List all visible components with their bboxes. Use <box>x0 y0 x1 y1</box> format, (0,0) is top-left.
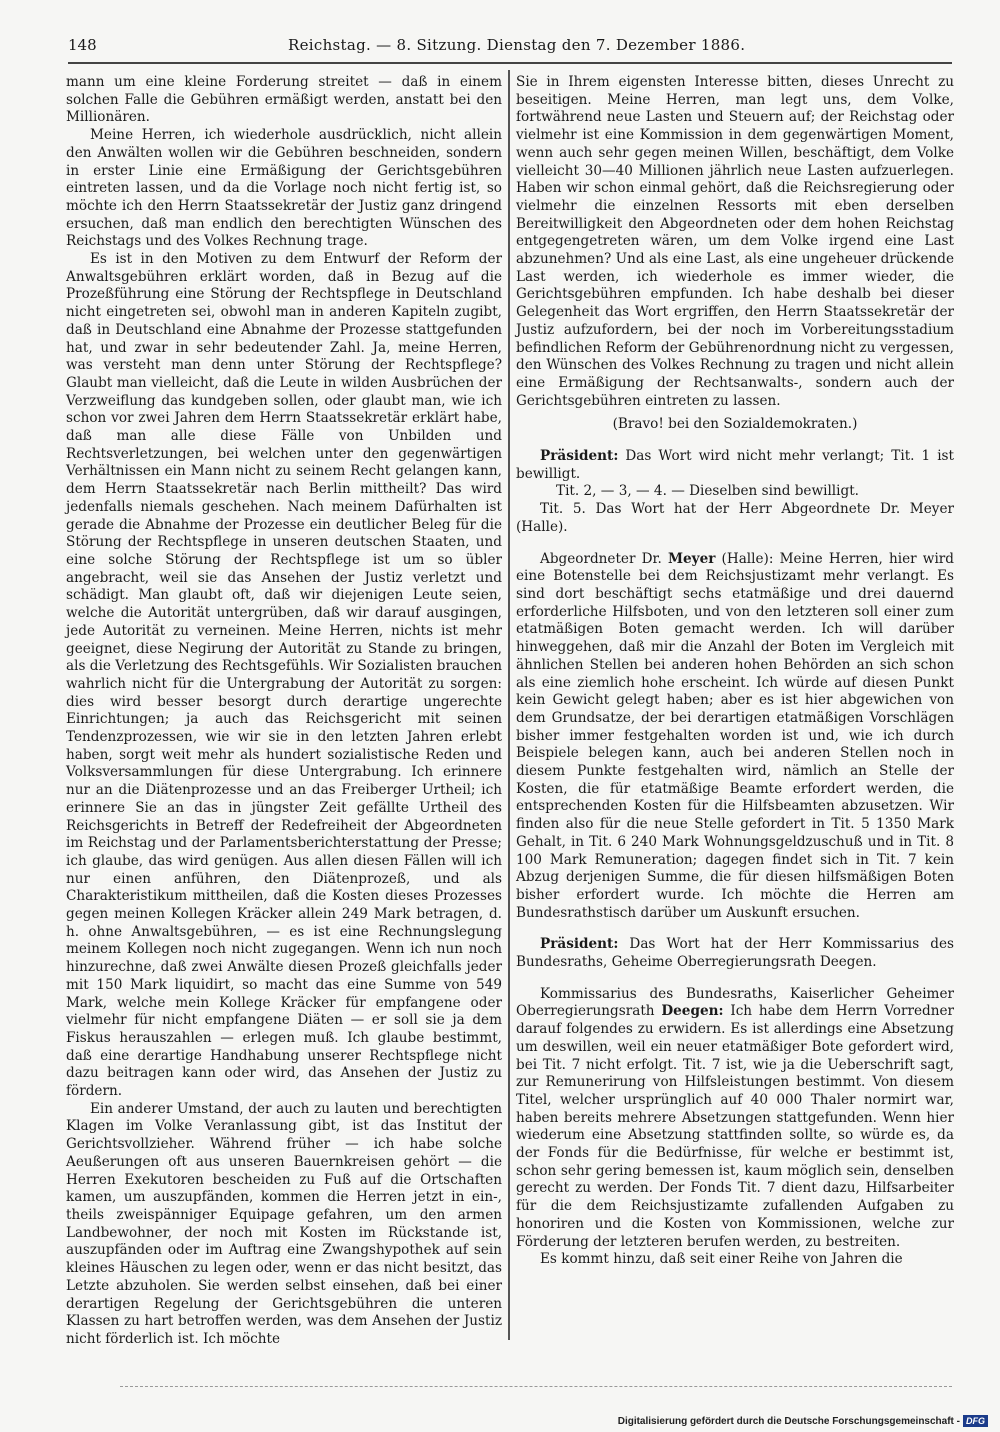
paragraph: Sie in Ihrem eigensten Interesse bitten, dieses Unrecht zu beseitigen. Meine Herren, man legt uns, dem Volke, fortwährend neue Lasten und Steuern auf; der Reichstag oder vielmehr ist eine Kommission in dem gegenwärtigen Moment, wenn auch sehr gegen meinen Willen, beschäftigt, dem Volke vielleicht 30—40 Millionen jährlich neue Lasten aufzuerlegen. Haben wir schon einmal gehört, daß die Reichsregierung oder vielmehr die einzelnen Ressorts mit eben derselben Bereitwilligkeit den Abgeordneten oder dem hohen Reichstag entgegengetreten wären, um dem Volke irgend eine Last abzunehmen? Und als eine Last, als eine ungeheuer drückende Last werden, ich wiederhole es immer wieder, die Gerichtsgebühren empfunden. Ich habe deshalb bei dieser Gelegenheit das Wort ergriffen, den Herrn Staatssekretär der Justiz aufzufordern, bei der noch im Vorbereitungsstadium befindlichen Reform der Gebührenordnung nicht zu vergessen, den Wünschen des Volkes Rechnung zu tragen und nicht allein eine Ermäßigung der Rechtsanwalts-, sondern auch der Gerichtsgebühren eintreten zu lassen. <box>516 74 954 409</box>
speaker-label: Präsident: <box>540 448 619 465</box>
president-statement <box>516 936 954 971</box>
statement-text: Das Wort hat der Herr Kommissarius des Bundesraths, Geheime Oberregierungsrath Deegen. <box>516 936 954 971</box>
speech-text: (Halle): Meine Herren, hier wird eine Botenstelle bei dem Reichsjustizamt mehr verlangt. Es sind dort beschäftigt sechs etatmäßige und drei dauernd erforderliche Hilfsboten, und von den letzteren soll einer zum etatmäßigen Boten gemacht werden. Ich will darüber hinweggehen, daß mir die Anzahl der Boten im Vergleich mit ähnlichen Stellen bei anderen hohen Behörden an sich schon als eine ziemlich hohe erscheint. Ich würde auf diesen Punkt kein Gewicht gelegt haben; aber es ist hier abgewichen von dem Grundsatze, der bei derartigen etatmäßigen Vorschlägen bisher immer festgehalten worden ist und, wie ich durch Beispiele belegen kann, auch bei anderen Stellen noch in diesem Punkte festgehalten wird, nämlich an Stelle der Kosten, die für etatmäßige Beamte erfordert werden, die entsprechenden Kosten für die Hilfsbeamten abzusetzen. Wir finden also für die neue Stelle gefordert in Tit. 5 1350 Mark Gehalt, in Tit. 6 240 Mark Wohnungsgeldzuschuß und in Tit. 8 100 Mark Remuneration; dagegen findet sich in Tit. 7 kein Abzug derjenigen Summe, die für diesen hilfsmäßigen Boten bisher erfordert wurde. Ich möchte die Herren am Bundesrathstisch darüber um Auskunft ersuchen. <box>516 550 954 921</box>
president-statement <box>516 448 954 483</box>
statement-text: Das Wort wird nicht mehr verlangt; Tit. 1 ist bewilligt. <box>516 448 954 482</box>
header-rule <box>68 62 952 64</box>
tit-5-call: Tit. 5. Das Wort hat der Herr Abgeordnete Dr. Meyer (Halle). <box>516 501 954 535</box>
paragraph: mann um eine kleine Forderung streitet — daß in einem solchen Falle die Gebühren ermäßigt werden, anstatt bei den Millionären. <box>66 74 502 126</box>
digitization-credit <box>618 1414 988 1428</box>
meyer-speech <box>516 551 954 923</box>
column-divider <box>508 70 510 1340</box>
page-header <box>68 36 952 60</box>
applause-note: (Bravo! bei den Sozialdemokraten.) <box>612 416 858 433</box>
paragraph: Es ist in den Motiven zu dem Entwurf der Reform der Anwaltsgebühren erklärt worden, daß in Bezug auf die Prozeßführung eine Störung der Rechtspflege in Deutschland nicht eingetreten sei, obwohl man in anderen Kapiteln zugibt, daß in Deutschland eine Abnahme der Prozesse stattgefunden hat, und zwar in sehr bedeutender Zahl. Ja, meine Herren, was versteht man denn unter Störung der Rechtspflege? Glaubt man vielleicht, daß die Leute in wilden Ausbrüchen der Verzweiflung das kundgeben sollen, oder glaubt man, wie ich schon vor zwei Jahren dem Herrn Staatssekretär erklärt habe, daß man alle diese Fälle von Unbilden und Rechtsverletzungen, bei welchen unter den gegenwärtigen Verhältnissen ein Mann nicht zu seinem Recht gelangen kann, dem Herrn Staatssekretär nach Berlin mittheilt? Das wird jedenfalls niemals geschehen. Nach meinem Dafürhalten ist gerade die Abnahme der Prozesse ein deutlicher Beleg für die Störung der Rechtspflege in unseren deutschen Staaten, und eine solche Störung der Rechtspflege ist um so übler angebracht, weil sie das Ansehen der Justiz verletzt und schädigt. Man glaubt oft, daß wir diejenigen Leute seien, welche die Autorität untergrüben, daß wir darauf ausgingen, jede Autorität zu verneinen. Meine Herren, nichts ist mehr geeignet, diese Negirung der Autorität zu Stande zu bringen, als die Verletzung des Rechtsgefühls. Wir Sozialisten brauchen wahrlich nicht für die Untergrabung der Autorität zu sorgen: dies wird besser besorgt durch derartige ungerechte Einrichtungen; ja auch das Reichsgericht mit seinen Tendenzprozessen, wie wir sie in den letzten Jahren erlebt haben, sorgt weit mehr als hundert sozialistische Reden und Volksversammlungen für diese Untergrabung. Ich erinnere nur an die Diätenprozesse und an das Freiberger Urtheil; ich erinnere Sie an das in jüngster Zeit gefällte Urtheil des Reichsgerichts in Betreff der Redefreiheit der Abgeordneten im Reichstag und der Parlamentsberichterstattung der Presse; ich glaube, das wird genügen. Aus allen diesen Fällen will ich nur einen anführen, den Diätenprozeß, und als Charakteristikum mittheilen, daß die Kosten dieses Prozesses gegen meinen Kollegen Kräcker allein 249 Mark betragen, d. h. ohne Anwaltsgebühren, — es ist eine Rechnungslegung meinem Kollegen noch nicht zugegangen. Wenn ich nun noch hinzurechne, daß zwei Anwälte diesen Prozeß gleichfalls jeder mit 150 Mark liquidirt, so macht das eine Summe von 549 Mark, welche mein Kollege Kräcker für empfangene oder vielmehr für nicht empfangene Diäten — er soll sie ja dem Fiskus herauszahlen — erlegen muß. Ich glaube bestimmt, daß eine derartige Handhabung unserer Rechtspflege nicht dazu beitragen kann oder wird, das Ansehen der Justiz zu fördern. <box>66 251 502 1100</box>
speaker-name: Deegen: <box>661 1003 724 1020</box>
left-column <box>66 74 502 1347</box>
paragraph: Es kommt hinzu, daß seit einer Reihe von Jahren die <box>540 1251 903 1268</box>
speaker-name: Meyer <box>667 550 716 567</box>
tit-approval: Tit. 2, — 3, — 4. — Dieselben sind bewilligt. <box>556 483 859 500</box>
page-number: 148 <box>68 36 97 54</box>
credit-text: Digitalisierung gefördert durch die Deutsche Forschungsgemeinschaft - <box>617 1415 960 1427</box>
speech-text: Ich habe dem Herrn Vorredner darauf folgendes zu erwidern. Es ist allerdings eine Absetzung um deswillen, weil ein neuer etatmäßiger Bote gefordert wird, bei Tit. 7 nicht erfolgt. Tit. 7 ist, wie ja die Ueberschrift sagt, zur Remunerirung von Hilfsleistungen bestimmt. Von diesem Titel, welcher ursprünglich auf 40 000 Thaler normirt war, haben bereits mehrere Absetzungen stattgefunden. Wenn hier wiederum eine Absetzung stattfinden sollte, so würde es, da der Fonds für die Bedürfnisse, für welche er bestimmt ist, schon sehr gering bemessen ist, kaum möglich sein, denselben gerecht zu werden. Der Fonds Tit. 7 dient dazu, Hilfsarbeiter für die dem Reichsjustizamte zufallenden Aufgaben zu honoriren und die Kosten von Kommissionen, welche zur Förderung der letzteren berufen werden, zu bestreiten. <box>516 1003 954 1250</box>
paragraph: Meine Herren, ich wiederhole ausdrücklich, nicht allein den Anwälten wollen wir die Gebühren beschneiden, sondern in erster Linie eine Ermäßigung der Gerichtsgebühren eintreten lassen, und da die Vorlage noch nicht fertig ist, so möchte ich den Herrn Staatssekretär der Justiz ganz dringend ersuchen, daß man endlich den berechtigten Wünschen des Reichstags und des Volkes Rechnung trage. <box>66 127 502 250</box>
dfg-logo-icon: DFG <box>963 1415 988 1427</box>
speaker-label: Präsident: <box>540 936 619 953</box>
speaker-intro: Kommissarius des Bundesraths, Kaiserlicher Geheimer Oberregierungsrath <box>516 985 954 1020</box>
deegen-speech <box>516 986 954 1252</box>
footer-rule <box>120 1386 952 1387</box>
running-title: Reichstag. — 8. Sitzung. Dienstag den 7. Dezember 1886. <box>288 36 746 54</box>
paragraph: Ein anderer Umstand, der auch zu lauten und berechtigten Klagen im Volke Veranlassung gibt, ist das Institut der Gerichtsvollzieher. Während früher — ich habe solche Aeußerungen oft aus unseren Bauernkreisen gehört — die Herren Exekutoren bescheiden zu Fuß auf die Ortschaften kamen, um auszupfänden, kommen die Herren jetzt in ein-, theils zweispänniger Equipage gefahren, um den armen Landbewohner, der noch mit Kosten im Rückstande ist, auszupfänden oder im Auftrag eine Zwangshypothek auf sein kleines Häuschen zu legen oder, wenn er das nicht besitzt, das Letzte abzuholen. Sie werden selbst einsehen, daß bei einer derartigen Regelung der Gerichtsgebühren die unteren Klassen zu hart betroffen werden, was dem Ansehen der Justiz nicht förderlich ist. Ich möchte <box>66 1100 502 1347</box>
speaker-intro: Abgeordneter Dr. <box>540 550 662 567</box>
right-column <box>516 74 954 1332</box>
